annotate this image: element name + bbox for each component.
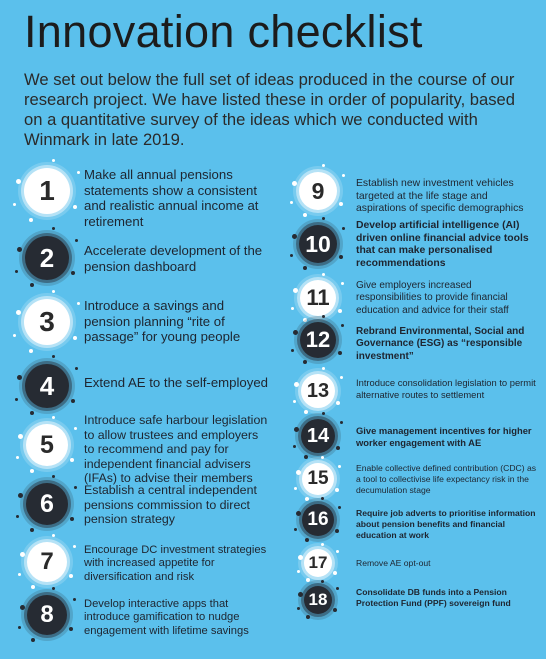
splatter-speck — [29, 218, 33, 222]
splatter-speck — [336, 550, 339, 553]
splatter-speck — [296, 470, 301, 475]
splatter-speck — [18, 434, 23, 439]
splatter-speck — [70, 517, 74, 521]
splatter-speck — [16, 515, 19, 518]
splatter-speck — [13, 334, 16, 337]
splatter-speck — [303, 318, 307, 322]
splatter-speck — [321, 497, 324, 500]
splatter-speck — [16, 179, 21, 184]
splatter-speck — [322, 164, 325, 167]
item-number: 2 — [39, 242, 55, 273]
item-number: 12 — [305, 327, 331, 352]
splatter-speck — [30, 411, 34, 415]
item-number: 10 — [305, 230, 331, 257]
splatter-speck — [74, 486, 77, 489]
splatter-speck — [306, 578, 310, 582]
splatter-speck — [322, 315, 325, 318]
item-number: 15 — [307, 468, 329, 489]
item-text: Accelerate development of the pension dashboard — [84, 243, 263, 274]
splatter-speck — [13, 203, 16, 206]
number-badge — [302, 463, 334, 495]
splatter-speck — [322, 217, 325, 220]
splatter-speck — [69, 574, 73, 578]
item-text: Enable collective defined contribution (CDC) as a tool to collectivise life expectancy risk in the decumulation stage — [356, 463, 537, 495]
splatter-speck — [52, 587, 55, 590]
splatter-speck — [335, 488, 339, 492]
splatter-speck — [338, 309, 342, 313]
item-number: 1 — [39, 175, 55, 206]
splatter-speck — [294, 427, 299, 432]
splatter-speck — [321, 580, 324, 583]
splatter-speck — [340, 376, 343, 379]
splatter-speck — [305, 497, 309, 501]
splatter-speck — [20, 552, 25, 557]
number-badge — [27, 595, 67, 635]
page-title: Innovation checklist — [24, 6, 423, 57]
item-number: 4 — [39, 370, 55, 401]
number-badge — [300, 280, 336, 316]
splatter-speck — [291, 349, 294, 352]
splatter-speck — [71, 271, 75, 275]
splatter-speck — [74, 427, 77, 430]
splatter-speck — [336, 587, 339, 590]
item-number: 14 — [306, 424, 330, 447]
splatter-speck — [70, 458, 74, 462]
splatter-speck — [333, 571, 337, 575]
number-badge — [302, 504, 334, 536]
splatter-speck — [73, 545, 76, 548]
splatter-speck — [291, 307, 294, 310]
splatter-speck — [71, 399, 75, 403]
splatter-speck — [297, 607, 300, 610]
number-badge — [24, 299, 70, 345]
splatter-speck — [52, 416, 55, 419]
item-text: Make all annual pensions statements show a consistent and realistic annual income at retirement — [84, 167, 259, 229]
splatter-speck — [336, 446, 340, 450]
splatter-speck — [341, 282, 344, 285]
item-number: 7 — [40, 548, 54, 575]
item-text: Extend AE to the self-employed — [84, 375, 268, 390]
splatter-speck — [17, 375, 22, 380]
item-text: Consolidate DB funds into a Pension Protection Fund (PPF) sovereign fund — [356, 587, 511, 608]
number-badge — [300, 322, 336, 358]
splatter-speck — [306, 615, 310, 619]
splatter-speck — [335, 529, 339, 533]
splatter-speck — [30, 528, 34, 532]
item-text: Introduce consolidation legislation to permit alternative routes to settlement — [356, 377, 536, 400]
splatter-speck — [338, 506, 341, 509]
splatter-speck — [18, 626, 21, 629]
splatter-speck — [293, 400, 296, 403]
splatter-speck — [341, 324, 344, 327]
splatter-speck — [31, 638, 35, 642]
splatter-speck — [339, 255, 343, 259]
splatter-speck — [52, 227, 55, 230]
item-text: Remove AE opt-out — [356, 558, 431, 568]
item-number: 5 — [40, 430, 54, 459]
splatter-speck — [15, 398, 18, 401]
splatter-speck — [294, 487, 297, 490]
item-number: 17 — [308, 553, 328, 572]
splatter-speck — [336, 401, 340, 405]
splatter-speck — [293, 330, 298, 335]
splatter-speck — [321, 456, 324, 459]
splatter-speck — [290, 254, 293, 257]
splatter-speck — [18, 573, 21, 576]
number-badge — [304, 586, 332, 614]
splatter-speck — [322, 412, 325, 415]
splatter-speck — [52, 355, 55, 358]
item-text: Rebrand Environmental, Social and Governance (ESG) as “responsible investment” — [356, 326, 525, 362]
item-text: Introduce safe harbour legislation to allow trustees and employers to recommend and pay for independent financial advisers (IFAs) to advise their members — [84, 413, 268, 486]
splatter-speck — [77, 302, 80, 305]
splatter-speck — [292, 181, 297, 186]
splatter-speck — [298, 592, 303, 597]
splatter-speck — [77, 171, 80, 174]
splatter-speck — [342, 227, 345, 230]
splatter-speck — [73, 336, 77, 340]
splatter-speck — [18, 493, 23, 498]
splatter-speck — [73, 598, 76, 601]
item-number: 11 — [306, 285, 330, 310]
splatter-speck — [30, 469, 34, 473]
number-badge — [26, 483, 68, 525]
splatter-speck — [52, 290, 55, 293]
splatter-speck — [294, 528, 297, 531]
item-number: 13 — [306, 379, 330, 402]
splatter-speck — [303, 266, 307, 270]
number-badge — [299, 172, 337, 210]
splatter-speck — [322, 273, 325, 276]
number-badge — [301, 419, 335, 453]
item-text: Introduce a savings and pension planning “rite of passage” for young people — [84, 298, 241, 344]
item-number: 18 — [308, 590, 328, 609]
splatter-speck — [293, 288, 298, 293]
splatter-speck — [290, 201, 293, 204]
splatter-speck — [303, 213, 307, 217]
splatter-speck — [17, 247, 22, 252]
number-badge — [25, 236, 69, 280]
number-badge — [27, 542, 67, 582]
splatter-speck — [69, 627, 73, 631]
splatter-speck — [304, 455, 308, 459]
splatter-speck — [333, 608, 337, 612]
splatter-speck — [20, 605, 25, 610]
number-badge — [304, 549, 332, 577]
item-text: Develop artificial intelligence (AI) driven online financial advice tools that can make personalised recommendations — [356, 220, 529, 269]
item-number: 6 — [40, 489, 54, 518]
number-badge — [299, 225, 337, 263]
splatter-speck — [294, 382, 299, 387]
item-number: 16 — [307, 509, 329, 530]
splatter-speck — [339, 202, 343, 206]
item-text: Encourage DC investment strategies with increased appetite for diversification and risk — [84, 544, 267, 583]
splatter-speck — [342, 174, 345, 177]
item-text: Develop interactive apps that introduce gamification to nudge engagement with lifetime savings — [84, 598, 249, 637]
item-number: 3 — [39, 306, 55, 337]
intro-paragraph: We set out below the full set of ideas produced in the course of our research project. We have listed these in order of popularity, based on a quantitative survey of the ideas which we conducted with Winmark in late 2019. — [24, 70, 516, 149]
splatter-speck — [29, 349, 33, 353]
splatter-speck — [303, 360, 307, 364]
item-number: 8 — [40, 601, 54, 628]
splatter-speck — [322, 367, 325, 370]
splatter-speck — [52, 475, 55, 478]
splatter-speck — [52, 159, 55, 162]
item-text: Establish new investment vehicles targeted at the life stage and aspirations of specific demographics — [356, 178, 524, 215]
splatter-speck — [338, 351, 342, 355]
item-number: 9 — [311, 177, 325, 204]
splatter-speck — [15, 270, 18, 273]
splatter-speck — [75, 367, 78, 370]
splatter-speck — [298, 555, 303, 560]
number-badge — [26, 424, 68, 466]
splatter-speck — [75, 239, 78, 242]
splatter-speck — [297, 570, 300, 573]
item-text: Give management incentives for higher worker engagement with AE — [356, 425, 532, 448]
splatter-speck — [16, 310, 21, 315]
number-badge — [301, 374, 335, 408]
splatter-speck — [52, 534, 55, 537]
number-badge — [25, 364, 69, 408]
splatter-speck — [296, 511, 301, 516]
splatter-speck — [293, 445, 296, 448]
splatter-speck — [304, 410, 308, 414]
splatter-speck — [31, 585, 35, 589]
splatter-speck — [16, 456, 19, 459]
splatter-speck — [305, 538, 309, 542]
item-text: Give employers increased responsibilities to provide financial education and advice for their staff — [356, 280, 509, 316]
number-badge — [24, 168, 70, 214]
item-text: Require job adverts to prioritise information about pension benefits and financial education at work — [356, 508, 536, 540]
splatter-speck — [340, 421, 343, 424]
splatter-speck — [321, 543, 324, 546]
splatter-speck — [338, 465, 341, 468]
splatter-speck — [73, 205, 77, 209]
splatter-speck — [292, 234, 297, 239]
splatter-speck — [30, 283, 34, 287]
item-text: Establish a central independent pensions commission to direct pension strategy — [84, 483, 257, 527]
